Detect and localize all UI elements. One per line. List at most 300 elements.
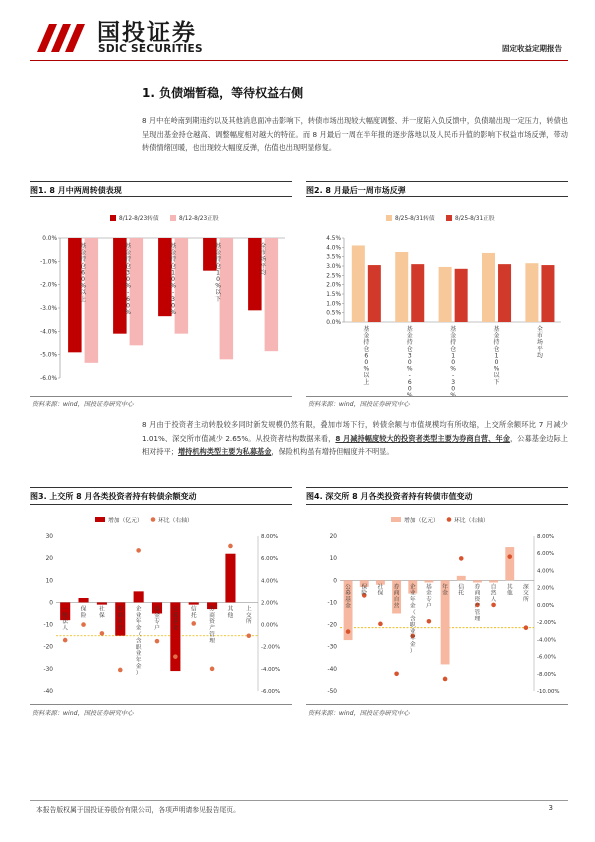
fig4-title: 图4. 深交所 8 月各类投资者持有转债市值变动 — [306, 492, 473, 501]
fig1-top-rule — [30, 181, 292, 182]
svg-text:资: 资 — [474, 597, 481, 604]
svg-text:商: 商 — [474, 590, 481, 597]
svg-text:-: - — [452, 372, 455, 380]
svg-text:基: 基 — [345, 597, 351, 604]
svg-text:保: 保 — [80, 606, 87, 613]
svg-text:0: 0 — [171, 302, 176, 310]
svg-text:募: 募 — [172, 612, 179, 619]
bar — [175, 238, 189, 334]
y-right-tick-label: 2.00% — [537, 585, 555, 592]
x-category-label — [260, 242, 266, 276]
svg-text:基: 基 — [215, 243, 222, 250]
svg-text:仓: 仓 — [363, 345, 370, 353]
svg-text:仓: 仓 — [493, 345, 500, 353]
y-right-tick-label: 8.00% — [537, 534, 555, 540]
svg-text:0: 0 — [126, 302, 131, 310]
svg-text:深: 深 — [523, 584, 529, 591]
svg-text:券: 券 — [117, 606, 124, 613]
svg-text:全: 全 — [536, 326, 543, 333]
svg-text:他: 他 — [506, 590, 513, 597]
legend-swatch — [151, 517, 156, 522]
svg-text:保: 保 — [361, 584, 368, 591]
legend-swatch — [386, 215, 392, 221]
svg-text:以: 以 — [80, 289, 87, 297]
y-right-tick-label: 0.00% — [537, 602, 555, 609]
svg-text:%: % — [125, 282, 131, 290]
paragraph-2 — [142, 418, 568, 459]
svg-text:券: 券 — [209, 606, 215, 613]
para2-text-c: ，保险机构虽有增持但幅度并不明显。 — [271, 447, 394, 456]
y-right-tick-label: 6.00% — [261, 556, 279, 563]
y-left-tick-label: -50 — [327, 689, 337, 695]
y-tick-label: 3.0% — [326, 264, 341, 270]
svg-text:仓: 仓 — [125, 262, 132, 270]
svg-text:%: % — [80, 282, 86, 290]
x-category-label — [426, 582, 432, 609]
svg-text:他: 他 — [227, 612, 234, 619]
y-left-tick-label: -30 — [43, 666, 53, 673]
y-left-tick-label: -10 — [43, 622, 53, 629]
svg-text:持: 持 — [493, 339, 500, 347]
svg-text:持: 持 — [215, 256, 222, 264]
svg-text:场: 场 — [536, 339, 543, 347]
x-category-label — [363, 325, 370, 386]
svg-text:自: 自 — [393, 597, 400, 604]
svg-text:基: 基 — [363, 326, 370, 333]
data-point — [491, 603, 496, 608]
svg-text:3: 3 — [451, 378, 456, 386]
svg-text:一: 一 — [62, 606, 69, 613]
y-tick-label: 0.0% — [42, 236, 57, 242]
svg-text:年: 年 — [409, 635, 416, 642]
x-category-label — [117, 604, 123, 631]
svg-text:金: 金 — [172, 625, 179, 632]
svg-text:社: 社 — [377, 584, 384, 591]
y-right-tick-label: -4.00% — [537, 637, 557, 644]
x-category-label — [407, 325, 413, 399]
para2-text-a: 8 月由于投资者主动转股较多同时新发规模仍然有限，叠加市场下行，转债余额与市值规模均有所收缩，上交所余额环比 7 月减少 1.01%、深交所市值减少 2.65%。从投资者结构数据来看， — [142, 420, 568, 443]
svg-text:3: 3 — [407, 352, 412, 360]
svg-text:年: 年 — [409, 597, 416, 604]
svg-text:公: 公 — [345, 584, 351, 591]
x-category-label — [154, 604, 160, 631]
y-left-tick-label: -10 — [327, 600, 337, 607]
svg-text:仓: 仓 — [215, 262, 222, 270]
x-category-label — [507, 582, 514, 596]
svg-text:信: 信 — [458, 584, 465, 591]
svg-text:）: ） — [135, 670, 142, 677]
svg-text:金: 金 — [493, 332, 500, 340]
svg-text:法: 法 — [62, 619, 69, 626]
svg-text:金: 金 — [125, 249, 132, 257]
x-category-label — [394, 582, 400, 609]
svg-text:交: 交 — [523, 590, 529, 597]
data-point — [81, 622, 86, 627]
svg-text:券: 券 — [393, 584, 400, 591]
y-left-tick-label: -40 — [43, 689, 53, 695]
bar — [455, 269, 468, 322]
data-point — [100, 631, 105, 636]
svg-text:基: 基 — [125, 243, 132, 250]
legend-swatch — [170, 215, 176, 221]
svg-text:年: 年 — [135, 657, 142, 664]
y-left-tick-label: -30 — [327, 644, 337, 651]
y-left-tick-label: 30 — [45, 534, 53, 540]
footer-disclaimer: 本报告版权属于国投证券股份有限公司，各项声明请参见报告尾页。 — [36, 806, 240, 814]
fig2-bottom-rule — [306, 396, 568, 397]
svg-text:户: 户 — [154, 625, 160, 632]
svg-text:6: 6 — [126, 295, 131, 303]
svg-text:下: 下 — [493, 378, 500, 386]
svg-text:1: 1 — [216, 269, 221, 277]
svg-text:管: 管 — [209, 632, 215, 639]
bar — [498, 264, 511, 322]
data-point — [118, 668, 123, 673]
y-left-tick-label: -20 — [327, 622, 337, 629]
y-left-tick-label: 10 — [329, 556, 337, 563]
svg-text:人: 人 — [490, 597, 497, 604]
svg-text:专: 专 — [154, 619, 160, 626]
svg-text:%: % — [450, 365, 456, 373]
svg-text:所: 所 — [245, 619, 252, 626]
svg-text:持: 持 — [406, 339, 413, 347]
svg-text:持: 持 — [363, 339, 370, 347]
svg-text:含: 含 — [135, 638, 142, 645]
svg-text:0: 0 — [451, 385, 456, 393]
svg-text:持: 持 — [170, 256, 177, 264]
legend-label: 增加（亿元） — [108, 518, 143, 524]
svg-text:含: 含 — [409, 616, 416, 623]
svg-text:营: 营 — [393, 603, 400, 610]
svg-text:6: 6 — [81, 269, 86, 277]
svg-text:金: 金 — [154, 612, 160, 619]
section-title: 1. 负债端暂稳，等待权益右侧 — [142, 86, 304, 100]
page-number: 3 — [548, 804, 553, 812]
fig2-chart — [306, 198, 568, 394]
y-tick-label: 4.5% — [326, 236, 341, 242]
bar — [411, 264, 424, 322]
legend-swatch — [446, 215, 452, 221]
svg-text:金: 金 — [80, 249, 87, 257]
y-tick-label: 2.5% — [326, 273, 341, 280]
y-right-tick-label: 0.00% — [261, 622, 279, 629]
svg-text:%: % — [406, 365, 413, 373]
svg-text:商: 商 — [117, 612, 124, 619]
y-tick-label: -4.0% — [40, 329, 57, 336]
paragraph-1: 8 月中在岭南到期违约以及其他消息面冲击影响下，转债市场出现较大幅度调整、并一度陷入负反馈中，负债端出现一定压力，转债也呈现出基金持仓越高、调整幅度相对越大的特征。而 8 月最后一周在半年报的逐步落地以及人民币升值的影响下权益市场反弹，带动转债情绪回暖，也出现较大幅度反弹，估值也出现明显修复。 — [142, 116, 568, 152]
x-category-label — [81, 604, 87, 618]
svg-text:1: 1 — [451, 352, 456, 360]
svg-text:托: 托 — [458, 590, 465, 597]
svg-text:基: 基 — [426, 584, 432, 591]
svg-text:3: 3 — [126, 269, 131, 277]
bar — [541, 265, 554, 322]
data-point — [63, 638, 68, 643]
svg-text:信: 信 — [190, 606, 197, 613]
svg-text:金: 金 — [170, 249, 177, 257]
legend-label: 8/25-8/31正股 — [455, 216, 495, 222]
svg-text:0: 0 — [494, 359, 499, 366]
svg-text:所: 所 — [523, 597, 529, 604]
y-right-tick-label: 2.00% — [261, 600, 279, 607]
svg-text:户: 户 — [426, 603, 432, 610]
fig4-chart — [306, 506, 568, 702]
y-left-tick-label: 20 — [329, 534, 337, 540]
svg-text:专: 专 — [426, 597, 432, 604]
x-category-label — [209, 604, 215, 644]
svg-text:募: 募 — [345, 590, 351, 597]
data-point — [191, 621, 196, 626]
x-category-label — [378, 582, 384, 596]
legend-swatch — [447, 517, 452, 522]
svg-text:）: ） — [409, 648, 416, 655]
svg-text:险: 险 — [80, 612, 87, 619]
x-category-label — [491, 582, 497, 603]
svg-text:业: 业 — [135, 612, 142, 619]
fig1-chart — [30, 198, 292, 394]
y-right-tick-label: -6.00% — [261, 689, 281, 695]
svg-text:-: - — [172, 289, 175, 297]
svg-text:保: 保 — [99, 612, 105, 619]
y-right-tick-label: -2.00% — [537, 620, 557, 627]
data-point — [459, 556, 464, 561]
svg-text:%: % — [170, 282, 176, 290]
svg-text:仓: 仓 — [450, 345, 457, 353]
y-left-tick-label: 0 — [333, 578, 337, 585]
svg-text:金: 金 — [345, 603, 351, 610]
y-right-tick-label: -10.00% — [537, 689, 560, 695]
legend-label: 环比（右轴） — [158, 518, 193, 524]
y-right-tick-label: 6.00% — [537, 551, 555, 558]
svg-text:0: 0 — [126, 276, 131, 283]
fig2-title-rule — [306, 196, 568, 197]
data-point — [173, 654, 178, 659]
svg-text:仓: 仓 — [406, 345, 413, 353]
bar — [482, 253, 495, 322]
svg-text:金: 金 — [409, 603, 416, 610]
bar — [189, 602, 199, 604]
svg-text:%: % — [363, 365, 370, 373]
svg-text:职: 职 — [409, 622, 416, 629]
x-category-label — [458, 582, 464, 596]
bar — [473, 580, 482, 582]
legend-label: 8/12-8/23正股 — [179, 216, 219, 222]
data-point — [155, 639, 160, 644]
legend-label: 8/25-8/31转债 — [395, 216, 435, 222]
report-type-label: 固定收益定期报告 — [502, 44, 562, 53]
fig2-source: 资料来源：wind，国投证券研究中心 — [308, 401, 410, 408]
svg-text:-: - — [408, 372, 411, 380]
svg-text:基: 基 — [493, 326, 500, 333]
x-category-label — [475, 582, 481, 622]
data-point — [378, 622, 383, 627]
x-category-label — [172, 605, 178, 631]
bar — [525, 263, 538, 322]
svg-text:管: 管 — [474, 609, 481, 616]
company-logo-icon — [33, 18, 91, 56]
svg-text:社: 社 — [99, 606, 105, 613]
fig1-title-rule — [30, 196, 292, 197]
svg-text:以: 以 — [363, 372, 370, 380]
svg-text:%: % — [170, 309, 176, 316]
y-tick-label: 4.0% — [326, 245, 341, 252]
para2-highlight-reduce: 8 月减持幅度较大的投资者类型主要为券商自营、年金 — [335, 433, 510, 443]
svg-text:金: 金 — [135, 625, 142, 632]
y-left-tick-label: 10 — [45, 578, 53, 585]
logo-chinese-name: 国投证券 — [97, 20, 197, 46]
svg-text:以: 以 — [493, 372, 500, 380]
svg-text:其: 其 — [506, 584, 513, 591]
svg-text:金: 金 — [426, 590, 432, 597]
svg-text:公: 公 — [172, 606, 179, 613]
svg-text:持: 持 — [125, 256, 132, 264]
svg-text:仓: 仓 — [170, 262, 177, 270]
x-category-label — [523, 582, 529, 603]
svg-text:3: 3 — [171, 295, 176, 303]
svg-text:金: 金 — [363, 332, 370, 340]
svg-text:金: 金 — [135, 664, 142, 671]
svg-text:0: 0 — [407, 359, 412, 366]
svg-text:券: 券 — [474, 584, 481, 591]
x-category-label — [442, 582, 448, 596]
svg-text:业: 业 — [135, 651, 142, 658]
y-right-tick-label: 4.00% — [261, 578, 279, 585]
svg-text:基: 基 — [450, 326, 457, 333]
x-category-label — [537, 325, 543, 359]
svg-text:年: 年 — [442, 584, 448, 591]
svg-text:职: 职 — [135, 644, 142, 651]
x-category-label — [136, 604, 142, 676]
data-point — [394, 671, 399, 676]
svg-text:保: 保 — [377, 590, 384, 597]
svg-text:6: 6 — [364, 352, 369, 360]
header-divider — [30, 60, 568, 61]
y-tick-label: 3.5% — [326, 254, 341, 261]
svg-text:金: 金 — [406, 332, 413, 340]
data-point — [443, 677, 448, 682]
x-category-label — [450, 325, 456, 399]
bar — [489, 580, 498, 582]
y-right-tick-label: -4.00% — [261, 666, 281, 673]
svg-text:然: 然 — [490, 590, 497, 597]
y-right-tick-label: 8.00% — [261, 534, 279, 540]
bar — [424, 580, 433, 582]
svg-text:1: 1 — [494, 352, 499, 360]
svg-text:业: 业 — [409, 590, 416, 597]
svg-text:（: （ — [135, 632, 142, 639]
svg-text:产: 产 — [209, 625, 215, 632]
y-right-tick-label: -2.00% — [261, 644, 281, 651]
x-category-label — [191, 604, 197, 618]
svg-text:金: 金 — [215, 249, 222, 257]
data-point — [427, 619, 432, 624]
bar — [78, 598, 88, 602]
bar — [352, 245, 365, 322]
svg-text:%: % — [493, 365, 500, 373]
fig1-bottom-rule — [30, 396, 292, 397]
x-category-label — [410, 582, 416, 654]
x-category-label — [494, 325, 501, 386]
svg-text:人: 人 — [62, 625, 69, 632]
svg-text:%: % — [125, 309, 131, 316]
bar — [505, 547, 514, 580]
fig3-title: 图3. 上交所 8 月各类投资者持有转债余额变动 — [30, 492, 197, 501]
x-category-label — [345, 583, 351, 609]
svg-text:持: 持 — [450, 339, 457, 347]
bar — [130, 238, 144, 345]
footer-divider — [30, 800, 568, 801]
bar — [97, 602, 107, 604]
y-tick-label: 1.0% — [326, 301, 341, 308]
y-tick-label: 0.5% — [326, 310, 341, 317]
legend-swatch — [110, 215, 116, 221]
data-point — [247, 633, 252, 638]
fig2-top-rule — [306, 181, 568, 182]
para2-highlight-increase: 增持机构类型主要为私募基金 — [177, 447, 272, 456]
svg-text:下: 下 — [215, 295, 222, 303]
fig3-title-rule — [30, 504, 292, 505]
x-category-label — [228, 604, 235, 618]
y-left-tick-label: -20 — [43, 644, 53, 651]
fig3-top-rule — [30, 487, 292, 488]
svg-text:基: 基 — [80, 243, 87, 250]
svg-text:0: 0 — [364, 359, 369, 366]
svg-text:金: 金 — [450, 332, 457, 340]
data-point — [210, 667, 215, 672]
fig4-bottom-rule — [306, 704, 568, 705]
svg-text:市: 市 — [260, 249, 267, 257]
svg-text:般: 般 — [62, 612, 69, 619]
svg-text:（: （ — [409, 609, 416, 616]
bar — [225, 554, 235, 603]
data-point — [228, 544, 233, 549]
svg-text:产: 产 — [474, 603, 481, 610]
y-right-tick-label: -6.00% — [537, 654, 557, 661]
svg-text:场: 场 — [260, 256, 267, 264]
bar — [368, 265, 381, 322]
svg-text:企: 企 — [409, 584, 416, 591]
svg-text:基: 基 — [154, 606, 160, 613]
legend-swatch — [391, 517, 401, 522]
svg-text:持: 持 — [80, 256, 87, 264]
data-point — [524, 625, 529, 630]
svg-text:6: 6 — [407, 378, 412, 386]
svg-text:基: 基 — [406, 326, 413, 333]
svg-text:商: 商 — [209, 612, 215, 619]
fig1-title: 图1. 8 月中两周转债表现 — [30, 186, 122, 195]
fig3-bottom-rule — [30, 704, 292, 705]
svg-text:营: 营 — [117, 625, 124, 632]
svg-text:平: 平 — [260, 262, 267, 270]
svg-text:仓: 仓 — [80, 262, 87, 270]
svg-text:理: 理 — [474, 616, 481, 623]
y-tick-label: 0.0% — [326, 320, 341, 326]
bar — [265, 238, 279, 351]
svg-text:理: 理 — [209, 638, 215, 645]
legend-swatch — [95, 517, 105, 522]
svg-text:0: 0 — [451, 359, 456, 366]
svg-text:年: 年 — [135, 619, 142, 626]
bar — [395, 252, 408, 322]
y-tick-label: 2.0% — [326, 282, 341, 289]
svg-text:均: 均 — [536, 352, 543, 360]
x-category-label — [62, 606, 68, 631]
svg-text:1: 1 — [171, 269, 176, 277]
x-category-label — [246, 604, 252, 625]
svg-text:交: 交 — [245, 612, 252, 619]
bar — [457, 576, 466, 580]
svg-text:市: 市 — [536, 332, 543, 340]
